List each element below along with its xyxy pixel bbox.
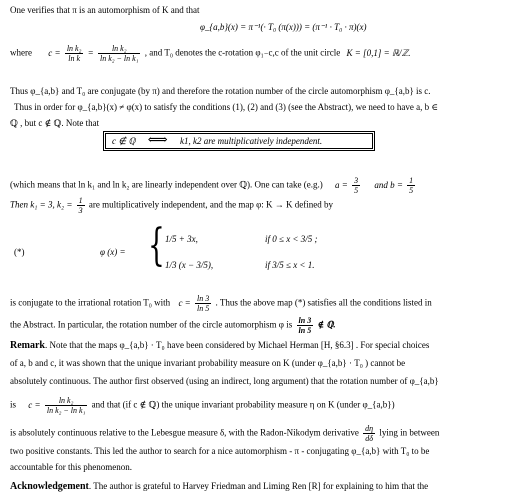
fraction-c-remark: $\frac{\text{ln k₂}}{\text{ln k₂ − ln k₁}}$	[46, 396, 86, 415]
text-line-which: (which means that ln k₁ and ln k₂ are linearly independent over ℚ). One can take (e.g.) a = $\frac{3}{5}$ and b = $\frac{1}{5}$	[10, 176, 414, 195]
remark-heading: Remark	[10, 340, 45, 351]
text-line-conjugate: is conjugate to the irrational rotation T₀ with c = $\frac{\ln 3}{\ln 5}$ . Thus the above map (*) satisfies all the conditions listed in	[10, 294, 432, 313]
fraction-c-def2: $\frac{\text{ln k₂}}{\text{ln k₂ − ln k₁}}$	[99, 44, 139, 63]
fraction-rot: $\frac{\ln 3}{\ln 5}$	[298, 316, 312, 335]
text-line-1: One verifies that π is an automorphism of K and that	[10, 5, 200, 15]
box-left: c ∉ ℚ	[112, 136, 136, 146]
left-brace: {	[148, 220, 165, 271]
case-2: 1/3 (x − 3/5),	[165, 260, 214, 270]
text-line-where	[10, 44, 410, 63]
case-2-cond: if 3/5 ≤ x < 1.	[265, 260, 315, 270]
equivalence-box	[103, 131, 375, 151]
fraction-k2: $\frac{1}{3}$	[78, 196, 83, 215]
fraction-radon-nikodym: $\frac{d\eta}{d\delta}$	[365, 424, 374, 443]
text-line-thus-order: Thus in order for φ_{a,b}(x) ≠ φ(x) to satisfy the conditions (1), (2) and (3) (see the Abstract), we need to have a, b ∈	[14, 102, 439, 112]
text-line-lebesgue: is absolutely continuous relative to the Lebesgue measure δ, with the Radon-Nikodym derivative $\frac{d\eta}{d\delta}$ lying in between	[10, 424, 440, 443]
text-line-remark: Remark. Note that the maps φ_{a,b} · T₀ have been considered by Michael Herman [H, §6.3] . For special choices	[10, 340, 430, 351]
fraction-b: $\frac{1}{5}$	[409, 176, 414, 195]
ack-heading: Acknowledgement	[10, 481, 89, 492]
fraction-c-def: $\frac{\text{ln k₂}}{\text{ln k}}$	[66, 44, 82, 63]
equation-phi-ab: φ_{a,b}(x) = π⁻¹(· T₀ (π(x))) = (π⁻¹ · T₀ · π)(x)	[200, 22, 367, 32]
label-star: (*)	[14, 247, 25, 257]
phi-lhs: φ (x) =	[100, 247, 126, 257]
crotation-text: , and T₀ denotes the c-rotation φ₁₋c,c of the unit circle	[144, 47, 341, 58]
text-line-absolutely: absolutely continuous. The author first observed (using an indirect, long argument) that the rotation number of φ_{a,b}	[10, 376, 439, 386]
case-1-cond: if 0 ≤ x < 3/5 ;	[265, 234, 318, 244]
box-right: k1, k2 are multiplicatively independent.	[180, 136, 323, 146]
fraction-a: $\frac{3}{5}$	[354, 176, 359, 195]
text-line-constants: two positive constants. This led the author to search for a nice automorphism - π - conjugating φ_{a,b} with T₀ to be	[10, 446, 430, 456]
fraction-c-rot: $\frac{\ln 3}{\ln 5}$	[197, 294, 210, 313]
text-line-is: is c = $\frac{\text{ln k₂}}{\text{ln k₂ − ln k₁}}$ and that (if c ∉ ℚ) the unique invariant probability measure η on K (under φ_{a,b})	[10, 396, 395, 415]
text-line-accountable: accountable for this phenomenon.	[10, 462, 132, 472]
unit-circle-def: K = [0,1] = ℝ/ℤ.	[346, 47, 411, 58]
case-1: 1/5 + 3x,	[165, 234, 198, 244]
text-line-acknowledgement: Acknowledgement. The author is grateful to Harvey Friedman and Liming Ren [R] for explaining to him that the	[10, 481, 429, 492]
text-line-choices: of a, b and c, it was shown that the unique invariant probability measure on K (under φ_{a,b} · T₀ ) cannot be	[10, 358, 406, 368]
where-label: where	[10, 47, 32, 58]
text-line-abstract: the Abstract. In particular, the rotation number of the circle automorphism φ is $\frac{\ln 3}{\ln 5}$ ∉ ℚ.	[10, 316, 336, 335]
text-line-thus: Thus φ_{a,b} and T₀ are conjugate (by π) and therefore the rotation number of the circle automorphism φ_{a,b} is c.	[10, 86, 431, 96]
text-line-then: Then k₁ = 3, k₂ = $\frac{1}{3}$ are multiplicatively independent, and the map φ: K → K defined by	[10, 196, 334, 215]
eq-label: =	[87, 47, 94, 58]
text-line-q: ℚ , but c ∉ ℚ. Note that	[10, 118, 100, 128]
c-eq-label: c =	[48, 47, 61, 58]
iff-arrow: ⟺	[147, 133, 168, 148]
